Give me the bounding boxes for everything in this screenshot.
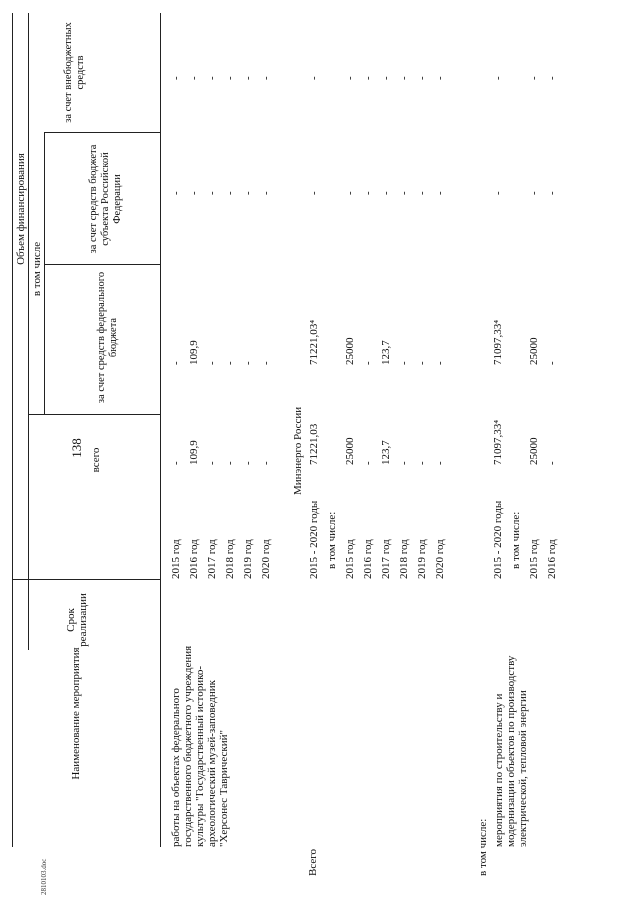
row-regional: -	[188, 191, 200, 195]
federal-col-header: за счет средств федерального бюджета	[96, 271, 119, 404]
row-extra: -	[242, 76, 254, 80]
row-regional: -	[170, 191, 182, 195]
row-extra: -	[260, 76, 272, 80]
row-total: -	[416, 461, 428, 465]
section-title: Минэнерго России	[292, 406, 304, 495]
row-regional: -	[206, 191, 218, 195]
row-total: 25000	[344, 437, 356, 465]
row-federal: -	[224, 361, 236, 365]
row-regional: -	[344, 191, 356, 195]
row-period: 2016 год	[546, 539, 558, 579]
row-federal: -	[242, 361, 254, 365]
row-federal: 25000	[344, 337, 356, 365]
row-regional: -	[528, 191, 540, 195]
row-federal: 71221,03⁴	[308, 319, 320, 365]
row-period: 2015 год	[170, 539, 182, 579]
row-period: 2019 год	[416, 539, 428, 579]
row-regional: -	[308, 191, 320, 195]
name-line: электрической, тепловой энергии	[517, 690, 529, 847]
header-bottom-border	[160, 13, 161, 847]
row-federal: 109,9	[188, 340, 200, 365]
incl-rule	[44, 133, 45, 415]
row-total: 71221,03	[308, 423, 320, 465]
row-period: 2018 год	[224, 539, 236, 579]
row-period: в том числе:	[510, 511, 522, 569]
row-federal: -	[416, 361, 428, 365]
row-total: -	[206, 461, 218, 465]
row-total: -	[260, 461, 272, 465]
extra-col-header: за счет внебюджетных средств	[63, 22, 86, 123]
financing-header: Объем финансирования	[15, 153, 27, 265]
federal-col-divider	[44, 264, 160, 265]
row-period: 2016 год	[362, 539, 374, 579]
row-extra: -	[528, 76, 540, 80]
row-total: 25000	[528, 437, 540, 465]
row-period: 2016 год	[188, 539, 200, 579]
row-period: 2015 - 2020 годы	[308, 500, 320, 579]
row-extra: -	[224, 76, 236, 80]
row-extra: -	[206, 76, 218, 80]
row-extra: -	[492, 76, 504, 80]
page-number: 138	[69, 438, 84, 458]
name-line: мероприятия по строительству и	[493, 693, 505, 847]
row-federal: -	[546, 361, 558, 365]
row-federal: -	[206, 361, 218, 365]
row-regional: -	[242, 191, 254, 195]
row-total: -	[224, 461, 236, 465]
table-top-border	[12, 13, 13, 847]
row-extra: -	[434, 76, 446, 80]
row-extra: -	[380, 76, 392, 80]
row-total: -	[242, 461, 254, 465]
incl-header: в том числе	[31, 241, 43, 297]
row-extra: -	[362, 76, 374, 80]
row-regional: -	[416, 191, 428, 195]
total-col-header: всего	[90, 447, 102, 473]
row-period: 2015 год	[344, 539, 356, 579]
name-line: работы на объектах федерального	[170, 688, 182, 847]
row-period: 2019 год	[242, 539, 254, 579]
row-regional: -	[362, 191, 374, 195]
row-total: -	[434, 461, 446, 465]
name-line: государственного бюджетного учреждения	[182, 645, 194, 847]
row-period: 2020 год	[434, 539, 446, 579]
name-line: культуры "Государственный историко-	[194, 665, 206, 847]
row-extra: -	[308, 76, 320, 80]
row-regional: -	[398, 191, 410, 195]
row-federal: 123,7	[380, 340, 392, 365]
regional-col-divider	[44, 132, 160, 133]
row-period: 2017 год	[206, 539, 218, 579]
row-federal: -	[170, 361, 182, 365]
name-line: модернизации объектов по производству	[505, 655, 517, 847]
incl-label: в том числе:	[477, 818, 489, 876]
row-regional: -	[434, 191, 446, 195]
row-period: в том числе:	[326, 511, 338, 569]
name-col-divider	[12, 579, 160, 580]
row-federal: 25000	[528, 337, 540, 365]
row-federal: -	[398, 361, 410, 365]
row-regional: -	[546, 191, 558, 195]
row-total: 71097,33⁴	[492, 419, 504, 465]
row-total: 123,7	[380, 440, 392, 465]
name-line: "Херсонес Таврический"	[218, 730, 230, 847]
row-extra: -	[416, 76, 428, 80]
name-line: археологический музей-заповедник	[206, 680, 218, 847]
financing-rule	[28, 13, 29, 650]
row-total: -	[362, 461, 374, 465]
period-col-header: Срок реализации	[65, 593, 89, 647]
row-regional: -	[260, 191, 272, 195]
row-total: -	[546, 461, 558, 465]
regional-col-header: за счет средств бюджета субъекта Российской Федерации	[88, 144, 123, 254]
row-federal: -	[434, 361, 446, 365]
row-regional: -	[224, 191, 236, 195]
row-extra: -	[344, 76, 356, 80]
row-period: 2020 год	[260, 539, 272, 579]
document-id: 2810103.doc	[40, 858, 48, 895]
row-federal: 71097,33⁴	[492, 319, 504, 365]
row-federal: -	[362, 361, 374, 365]
total-label: Всего	[307, 849, 319, 876]
row-extra: -	[170, 76, 182, 80]
row-total: 109,9	[188, 440, 200, 465]
row-extra: -	[188, 76, 200, 80]
row-regional: -	[492, 191, 504, 195]
row-period: 2017 год	[380, 539, 392, 579]
row-extra: -	[546, 76, 558, 80]
row-regional: -	[380, 191, 392, 195]
row-extra: -	[398, 76, 410, 80]
row-period: 2015 год	[528, 539, 540, 579]
row-period: 2018 год	[398, 539, 410, 579]
row-total: -	[170, 461, 182, 465]
row-federal: -	[260, 361, 272, 365]
row-total: -	[398, 461, 410, 465]
name-col-header: Наименование мероприятия	[70, 647, 82, 780]
row-period: 2015 - 2020 годы	[492, 500, 504, 579]
